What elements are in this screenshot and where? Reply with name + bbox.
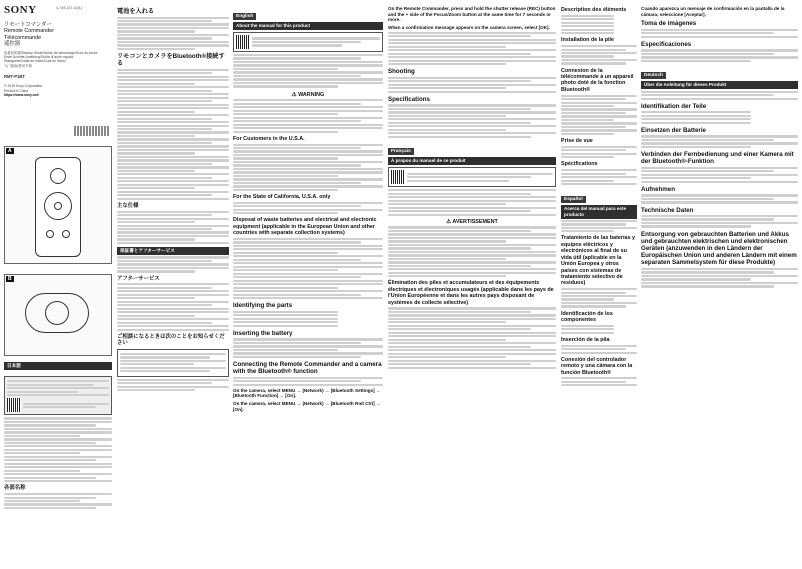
en-step-2: On the camera, select MENU → (Network) → [Bluetooth Rmt Ctrl] → [On].: [233, 401, 381, 412]
en-spec-heading: Specifications: [388, 95, 430, 103]
de-ident-heading: Identifikation der Teile: [641, 102, 707, 110]
copyright: © 2019 Sony Corporation: [4, 84, 43, 89]
spanish-german-column: [641, 4, 798, 565]
jp-contact-heading: ご相談になるときは次のことをお知らせください: [117, 333, 225, 347]
en-step-3: On the Remote Commander, press and hold the shutter release (REC) button and the + side of the Focus/Zoom button at the same time for 7 seconds or more.: [388, 6, 556, 23]
cover-column: [4, 4, 114, 565]
subtitle-block: [4, 51, 114, 69]
jp-section-bar: 日本語: [4, 362, 112, 370]
english-french-column: [388, 4, 556, 565]
en-step-1: On the camera, select MENU → (Network) → [Bluetooth Settings] → [Bluetooth Function] → [On].: [233, 387, 381, 399]
title-block: [4, 22, 114, 48]
fr-about-bar: À propos du manuel de ce produit: [388, 157, 556, 165]
en-california-heading: For the State of California, U.S.A. only: [233, 193, 331, 200]
title-fr: Télécommande: [4, 34, 42, 41]
en-insert-heading: Inserting the battery: [233, 329, 293, 337]
qr-code-icon: [7, 398, 21, 412]
fr-manual-box: [388, 167, 556, 187]
coin-battery-icon: [45, 301, 69, 325]
title-en: Remote Commander: [4, 28, 55, 35]
subtitle-line: 入门指南/使用手冊: [4, 63, 33, 68]
french-label: Français: [388, 148, 414, 155]
figure-a-label: A: [8, 148, 12, 154]
center-button-icon: [54, 202, 62, 210]
en-warning-heading: ⚠ WARNING: [291, 91, 325, 98]
fr-connect-heading: Connexion de la télécommande à un appareil photo doté de la fonction Bluetooth®: [561, 67, 634, 93]
figure-b-label: B: [8, 276, 12, 282]
fr-install-heading: Installation de la pile: [561, 37, 615, 44]
copyright-block: [4, 84, 114, 97]
subtitle-line: Startguide/Guida de início/Guía de inicio/: [4, 59, 66, 64]
en-disposal-heading: Disposal of waste batteries and electrical and electronic equipment (applicable in the European Union and other countries with separate collection systems): [233, 217, 377, 237]
jp-contact-box: [117, 349, 229, 377]
english-label: English: [233, 13, 256, 20]
en-step-4: When a confirmation message appears on the camera screen, select [OK].: [388, 24, 550, 30]
french-spanish-column: [561, 4, 637, 565]
jp-spec-heading: 主な仕様: [117, 202, 139, 209]
en-parts-heading: Identifying the parts: [233, 302, 293, 310]
de-dispose-heading: Entsorgung von gebrauchten Batterien und Akkus und gebrauchten elektrischen und elektronischen Geräten (anzuwenden in den Ländern der Europäischen Union und anderen Ländern mit einem separaten Sammelsystem für diese Produkte): [641, 230, 797, 267]
jp-after-heading: アフターサービス: [117, 275, 160, 282]
es-connect-heading: Conexión del controlador remoto y una cámara con la función Bluetooth®: [561, 356, 633, 376]
es-shoot-heading: Toma de imágenes: [641, 20, 697, 28]
jp-battery-heading: 電池を入れる: [117, 8, 155, 15]
de-about-bar: Über die Anleitung für dieses Produkt: [641, 81, 798, 89]
es-treat-heading: Tratamiento de las baterías y equipos eléctricos y electrónicos al final de su vida útil (aplicable en la Unión Europea y otros países con sistemas de tratamiento selectivo de residuos): [561, 235, 636, 287]
shutter-button-icon: [50, 168, 66, 184]
model-number: RMT-P1BT: [4, 74, 25, 80]
en-connect-heading: Connecting the Remote Commander and a camera with the Bluetooth® function: [233, 361, 382, 376]
es-insert-heading: Inserción de la pila: [561, 336, 610, 343]
fr-warning-heading: ⚠ AVERTISSEMENT: [446, 218, 498, 225]
figure-a: [4, 146, 112, 264]
de-connect-heading: Verbinden der Fernbedienung und einer Kamera mit der Bluetooth®-Funktion: [641, 151, 794, 166]
de-spec-heading: Technische Daten: [641, 206, 694, 214]
remote-illustration: [35, 157, 81, 257]
sony-logo: SONY: [4, 4, 37, 16]
subtitle-line: 取扱説明書/Startup Guide/Guide de démarrage/Guía de inicio/: [4, 50, 98, 55]
qr-code-icon: [391, 170, 405, 184]
c1-button-icon: [46, 230, 54, 238]
spanish-label: Español: [561, 196, 586, 203]
fr-disposal-heading: Élimination des piles et accumulateurs et des équipements électriques et électroniques usagés (applicable dans les pays de l'Union Européenne et dans les autres pays disposant de systèmes de collecte sélective): [388, 280, 554, 306]
title-zh: 遥控器: [4, 41, 21, 48]
fr-spec-heading: Spécifications: [561, 161, 598, 168]
de-insert-heading: Einsetzen der Batterie: [641, 126, 706, 134]
en-about-bar: About the manual for this product: [233, 22, 383, 30]
en-usa-heading: For Customers in the U.S.A.: [233, 135, 305, 142]
es-spec-heading: Especificaciones: [641, 40, 692, 48]
en-manual-box: [233, 32, 383, 52]
japanese-column: [117, 4, 229, 565]
es-about-bar: Acerca del manual para este producto: [561, 205, 637, 219]
en-shooting-heading: Shooting: [388, 68, 415, 76]
jp-info-box: [4, 376, 112, 415]
jp-pairing-heading: リモコンとカメラをBluetooth®接続する: [117, 53, 225, 68]
sony-url: https://www.sony.net/: [4, 93, 39, 98]
german-label: Deutsch: [641, 72, 666, 79]
title-jp: リモートコマンダー: [4, 22, 52, 28]
mode-button-icon: [62, 230, 70, 238]
english-column: [233, 4, 383, 565]
fr-shoot-heading: Prise de vue: [561, 138, 593, 145]
part-number: 4-749-137-02(1): [56, 6, 82, 10]
printed-in: Printed in China: [4, 88, 29, 93]
es-ident-heading: Identificación de los componentes: [561, 310, 613, 324]
es-step-5: Cuando aparezca un mensaje de confirmación en la pantalla de la cámara, seleccione [Aceptar].: [641, 6, 785, 17]
subtitle-line: Erste-Schritte-Anleitung/Guida di avvio rapido/: [4, 55, 74, 60]
jp-names-heading: 各部名称: [4, 485, 26, 492]
fr-desc-heading: Description des éléments: [561, 7, 627, 13]
jp-text-block: [4, 374, 112, 510]
figure-b: [4, 274, 112, 356]
barcode-image: [74, 126, 110, 136]
qr-code-icon: [236, 35, 250, 49]
jp-warranty-bar: 保証書とアフターサービス: [117, 247, 229, 255]
de-shoot-heading: Aufnehmen: [641, 185, 676, 193]
